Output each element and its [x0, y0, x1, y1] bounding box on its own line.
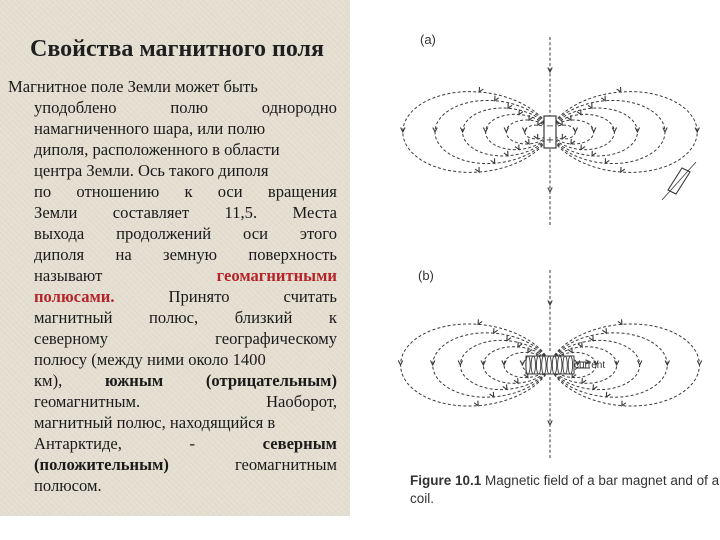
text-segment: выхода	[34, 224, 85, 243]
text-segment: к	[328, 308, 337, 327]
field-arrow	[622, 401, 626, 406]
field-arrow	[534, 134, 538, 139]
text-line	[34, 118, 337, 139]
text-segment: оси	[217, 182, 243, 201]
text-line	[34, 370, 337, 391]
text-line	[8, 76, 338, 97]
text-line	[34, 433, 337, 454]
text-segment: отношению	[76, 182, 160, 201]
text-segment: 11,5.	[224, 203, 258, 222]
text-segment: составляет	[112, 203, 190, 222]
figure-caption	[410, 472, 720, 508]
field-arrow	[617, 87, 621, 92]
compass-axis	[662, 162, 696, 200]
text-segment: намагниченного шара, или полю	[34, 119, 266, 138]
text-segment: земную	[163, 245, 218, 264]
highlight-term: геомагнитными	[216, 266, 337, 285]
text-line	[34, 475, 337, 496]
text-segment: диполя	[34, 245, 85, 264]
field-arrow	[474, 401, 478, 406]
field-arrow	[606, 392, 610, 397]
figure-label-b: (b)	[418, 268, 434, 283]
text-line	[34, 454, 337, 475]
field-arrow	[495, 96, 499, 101]
field-line	[550, 92, 697, 173]
field-arrow	[483, 128, 487, 133]
text-line	[34, 328, 337, 349]
text-segment: Принято	[168, 287, 230, 306]
text-line	[34, 202, 337, 223]
text-line	[34, 244, 337, 265]
text-segment: на	[115, 245, 132, 264]
field-arrow	[592, 128, 596, 133]
text-segment: южным	[105, 371, 164, 390]
field-arrow	[618, 319, 622, 324]
text-segment: северным	[262, 434, 337, 453]
text-line	[34, 307, 337, 328]
field-arrow	[490, 392, 494, 397]
text-segment: Магнитное поле Земли может быть	[8, 77, 258, 96]
field-arrow	[504, 151, 508, 156]
field-arrow	[478, 319, 482, 324]
magnetic-field-figure	[390, 20, 720, 540]
highlight-term: полюсами.	[34, 287, 115, 306]
field-arrow	[525, 139, 529, 144]
field-arrow	[593, 384, 597, 389]
text-segment: северному	[34, 329, 108, 348]
field-line	[403, 92, 550, 173]
text-line	[34, 412, 337, 433]
field-arrow	[602, 328, 606, 333]
field-arrow	[503, 384, 507, 389]
text-segment: -	[189, 434, 196, 453]
field-arrow	[475, 167, 479, 172]
text-segment: этого	[299, 224, 337, 243]
text-segment: продолжений	[116, 224, 212, 243]
text-segment: магнитный	[34, 308, 113, 327]
field-arrow	[538, 120, 542, 125]
text-segment: считать	[283, 287, 337, 306]
text-segment: диполя, расположенного в области	[34, 140, 280, 159]
field-arrow	[605, 158, 609, 163]
text-segment: географическому	[215, 329, 337, 348]
field-arrow	[589, 336, 593, 341]
text-segment: полюсом.	[34, 476, 102, 495]
text-line	[34, 181, 337, 202]
field-arrow	[612, 128, 616, 133]
figure-caption-text: Magnetic field of a bar magnet and of a coil.	[410, 473, 720, 506]
text-line	[34, 391, 337, 412]
text-segment: геомагнитным.	[34, 392, 141, 411]
field-arrow	[562, 134, 566, 139]
field-arrow	[638, 361, 642, 366]
text-segment: Земли	[34, 203, 78, 222]
text-segment: к	[184, 182, 193, 201]
field-lines-drawing	[390, 20, 720, 540]
field-arrow	[504, 128, 508, 133]
field-arrow	[458, 361, 462, 366]
field-arrow	[601, 96, 605, 101]
field-arrow	[507, 336, 511, 341]
text-segment: (положительным)	[34, 455, 169, 474]
field-arrow	[621, 167, 625, 172]
text-line	[34, 265, 337, 286]
field-arrow	[494, 328, 498, 333]
text-segment: полю	[170, 98, 209, 117]
text-segment: однородно	[261, 98, 337, 117]
text-segment: уподоблено	[34, 98, 117, 117]
field-arrow	[581, 145, 585, 150]
text-line	[34, 97, 337, 118]
text-line	[34, 160, 337, 181]
magnet-plus-sign: +	[545, 135, 555, 146]
text-segment: Наоборот,	[266, 392, 337, 411]
field-arrow	[582, 378, 586, 383]
text-line	[34, 349, 337, 370]
field-arrow	[479, 87, 483, 92]
text-segment: оси	[243, 224, 268, 243]
text-segment: полюсу (между ними около 1400	[34, 350, 266, 369]
text-segment: Антарктиде,	[34, 434, 122, 453]
text-segment: центра Земли. Ось такого диполя	[34, 161, 269, 180]
field-arrow	[523, 128, 527, 133]
text-segment: геомагнитным	[234, 455, 337, 474]
field-arrow	[573, 128, 577, 133]
field-arrow	[515, 145, 519, 150]
field-arrow	[491, 158, 495, 163]
magnet-minus-sign: −	[545, 121, 555, 132]
current-label: current	[574, 360, 606, 371]
text-segment: магнитный полюс, находящийся в	[34, 413, 276, 432]
text-line	[34, 286, 337, 307]
text-segment: полюс,	[149, 308, 199, 327]
text-segment: км),	[34, 371, 63, 390]
text-segment: по	[34, 182, 52, 201]
text-segment: Места	[292, 203, 337, 222]
text-segment: (отрицательным)	[205, 371, 337, 390]
field-arrow	[558, 120, 562, 125]
text-segment: вращения	[267, 182, 337, 201]
field-arrow	[514, 378, 518, 383]
figure-label-a: (a)	[420, 32, 436, 47]
text-line	[34, 223, 337, 244]
text-segment: поверхность	[248, 245, 337, 264]
text-segment: близкий	[234, 308, 293, 327]
slide-title: Свойства магнитного поля	[30, 36, 324, 62]
field-arrow	[592, 151, 596, 156]
text-line	[34, 139, 337, 160]
text-segment: называют	[34, 266, 103, 285]
field-arrow	[571, 139, 575, 144]
figure-number: Figure 10.1	[410, 473, 482, 488]
